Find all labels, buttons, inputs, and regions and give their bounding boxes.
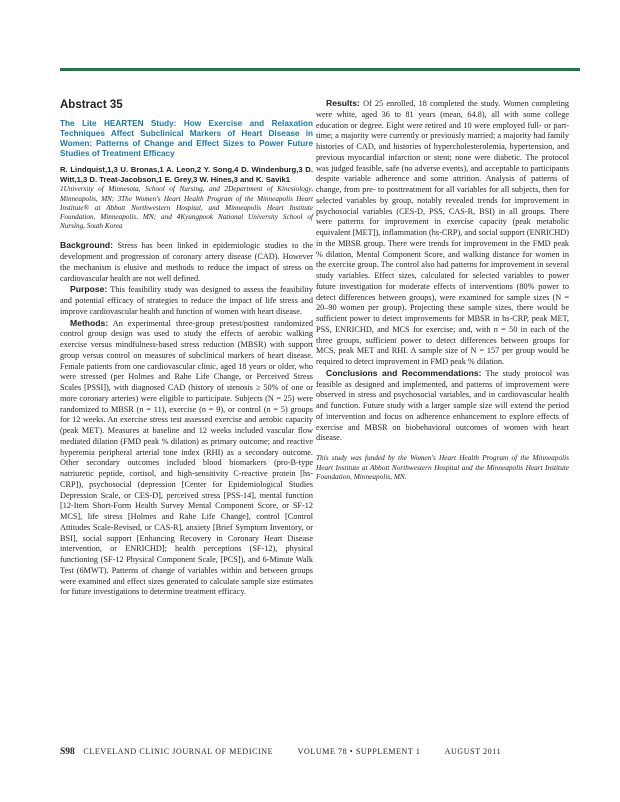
conclusions-paragraph — [316, 368, 569, 444]
volume-info: VOLUME 78 • SUPPLEMENT 1 — [297, 747, 421, 756]
results-paragraph — [316, 98, 569, 368]
background-paragraph — [60, 240, 313, 284]
left-column — [60, 100, 313, 598]
issue-date: AUGUST 2011 — [444, 747, 502, 756]
purpose-label: Purpose: — [70, 284, 108, 295]
conclusions-text: The study protocol was feasible as designed and implemented, and patterns of improvement were observed in stress and psychosocial variables, and in cardiovascular health and function. Future study with a larger sample size will extend the period of intervention and focus on adherence enhancement to explore effects of exercise and MBSR on biobehavioral outcomes of women with heart disease. — [316, 368, 569, 443]
funding-note: This study was funded by the Women's Heart Health Program of the Minneapolis Heart Institute at Abbott Northwestern Hospital and the Minneapolis Heart Institute Foundation, Minneapolis, MN. — [316, 453, 569, 482]
abstract-title: The Lite HEARTEN Study: How Exercise and Relaxation Techniques Affect Subclinical Markers of Heart Disease in Women: Patterns of Change and Effect Sizes to Power Future Studies of Treatment Efficacy — [60, 118, 313, 158]
conclusions-label: Conclusions and Recommendations: — [326, 367, 482, 378]
header-rule — [60, 68, 580, 71]
page-number: S98 — [60, 747, 75, 757]
results-text: Of 25 enrolled, 18 completed the study. Women completing were white, aged 36 to 81 years (mean, 64.8), all with some college education or degree. Eight were retired and 10 were employed full- or part-time; a majority were currently or previously married; a majority had family histories of CAD, and histories of hypercholesterolemia, hypertension, and previous myocardial infarction or stent; none were diabetic. The protocol was judged feasible, safe (no adverse events), and acceptable to participants despite variable adherence and some attrition. Analysis of patterns of change, from pre- to posttreatment for all variables for all subjects, then for selected variables by group, notably revealed trends for improvement in psychosocial variables (CES-D, PSS, CAS-R, BSI) in all groups. There were patterns for improvement in exercise capacity (peak metabolic equivalent [MET]), inflammation (hs-CRP), and social support (ENRICHD) in the MBSR group. There were trends for improvement in the FMD peak % dilation, Mental Component Score, and walking distance for women in the exercise group. The control also had patterns for improvement in several study variables. Effect sizes, calculated for selected variables to power future investigation for moderate effects of interventions (80% power to detect differences between groups), were examined for sample sizes (N = 20–90 women per group). Projecting these sample sizes, there would be sufficient power to detect improvements for MBSR in hs-CRP, peak MET, PSS, ENRICHD, and MCS for exercise; and, with n = 50 in each of the three groups, sufficient power to detect differences between groups for MCS, peak MET and RHI. A sample size of N = 157 per group would be required to detect improvement in FMD peak % dilation. — [316, 99, 569, 366]
methods-label: Methods: — [70, 317, 109, 328]
abstract-heading: Abstract 35 — [60, 99, 123, 111]
background-label: Background: — [60, 240, 113, 251]
methods-text: An experimental three-group pretest/posttest randomized control group design was used to study the effects of aerobic walking exercise versus mindfulness-based stress reduction (MBSR) with support group versus control on measures of subclinical markers of heart disease. Female patients from one cardiovascular clinic, aged 18 years or older, who were stressed (per Holmes and Rahe Life Change, or Perceived Stress Scales [PSSI]), with diagnosed CAD (history of stenosis ≥ 50% of one or more coronary arteries) were eligible to participate. Subjects (N = 25) were randomized to MBSR (n = 11), exercise (n = 9), or control (n = 5) groups for 12 weeks. An exercise stress test assessed exercise and aerobic capacity (peak MET). Measures at baseline and 12 weeks included vascular flow mediated dilation (FMD peak % dilation) as primary outcome; and reactive hyperemia peripheral arterial tone index (RHI) as a secondary outcome. Other secondary outcomes included blood biomarkers (pro-B-type natriuretic peptide, cortisol, and high-sensitivity C-reactive protein [hs-CRP]), psychosocial (depression [Center for Epidemiological Studies Depression Scale, or CES-D], perceived stress [PSS-14], mental function [12-Item Short-Form Health Survey Mental Component Score, or SF-12 MCS], life stress [Holmes and Rahe Life Change], control [Control Attitudes Scale-Revised, or CAS-R], anxiety [Brief Symptom Inventory, or BSI], social support [Enhancing Recovery in Coronary Heart Disease intervention, or ENRICHD]; health perceptions (SF-12), physical functioning (SF-12 Physical Component Scale, [PCS]), and 6-Minute Walk Test (6MWT). Patterns of change of variables within and between groups were examined and effect sizes generated to calculate sample size estimates for future investigations to determine treatment efficacy. — [60, 318, 313, 597]
results-label: Results: — [326, 98, 360, 108]
page-footer — [60, 747, 501, 757]
right-column — [316, 98, 569, 482]
journal-name: CLEVELAND CLINIC JOURNAL OF MEDICINE — [83, 747, 274, 756]
affiliations: 1University of Minnesota, School of Nursing, and 2Department of Kinesiology, Minneapolis, MN; 3The Women's Heart Health Program of the Minneapolis Heart Institute® at Abbott Northwestern Hospital, and Minneapolis Heart Institute Foundation, Minneapolis, MN; and 4Kyungpook National University School of Nursing, South Korea — [60, 185, 313, 231]
methods-paragraph — [60, 318, 313, 599]
purpose-text: This feasibility study was designed to assess the feasibility and potential efficacy of strategies to reduce the impact of life stress and improve cardiovascular health and function of women with heart disease. — [60, 285, 313, 316]
purpose-paragraph — [60, 284, 313, 317]
background-text: Stress has been linked in epidemiologic studies to the development and progression of coronary artery disease (CAD). However the mechanism is elusive and methods to reduce the impact of stress on cardiovascular health are not well defined. — [60, 241, 313, 283]
author-list: R. Lindquist,1,3 U. Bronas,1 A. Leon,2 Y. Song,4 D. Windenburg,3 D. Witt,1,3 D. Treat-Jacobson,1 E. Grey,3 W. Hines,3 and K. Savik1 — [60, 164, 313, 184]
